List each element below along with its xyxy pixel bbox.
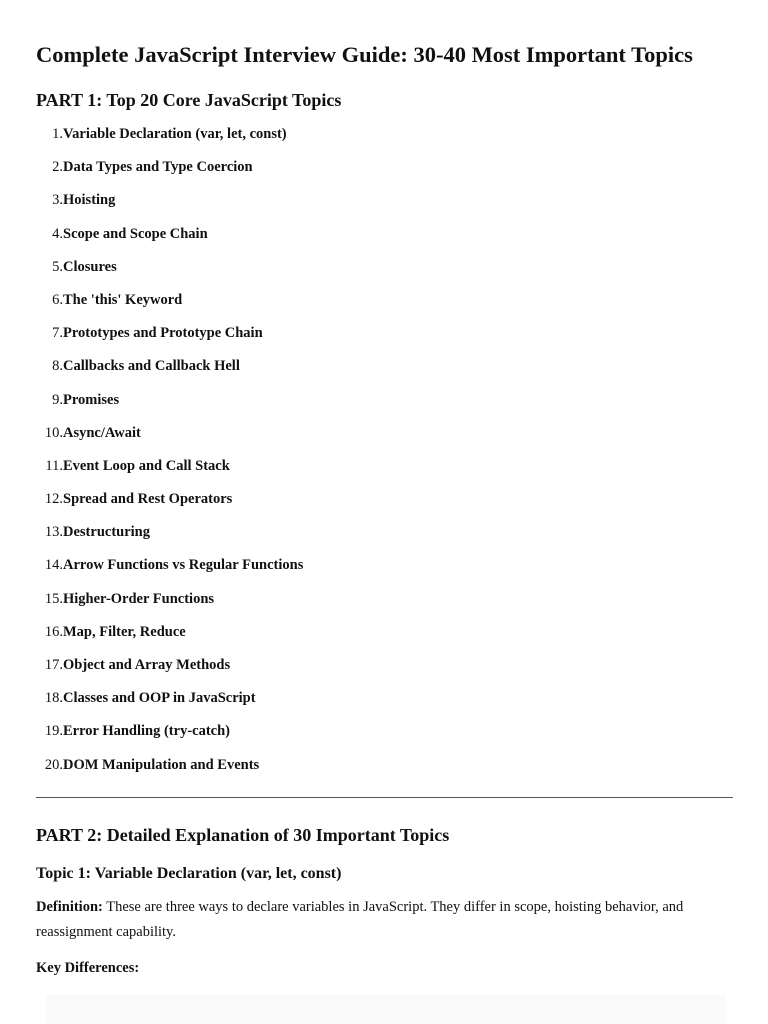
list-item-number: 2. [52, 159, 63, 176]
list-item-number: 1. [52, 126, 63, 142]
key-differences-label: Key Differences: [36, 960, 140, 976]
part2-heading: PART 2: Detailed Explanation of 30 Important Topics [36, 825, 450, 845]
list-item [36, 222, 733, 255]
list-item-label: Spread and Rest Operators [63, 491, 233, 508]
list-item-number: 3. [52, 192, 63, 209]
list-item [36, 553, 733, 586]
list-item [36, 388, 733, 421]
list-item [36, 321, 733, 354]
list-item-number: 13. [44, 524, 63, 541]
list-item-label: Hoisting [63, 192, 116, 209]
list-item-number: 9. [52, 391, 63, 408]
list-item [36, 288, 733, 321]
list-item [36, 520, 733, 553]
topic1-definition [36, 895, 733, 944]
topic1-heading: Topic 1: Variable Declaration (var, let, const) [36, 865, 342, 882]
list-item-number: 4. [52, 225, 63, 242]
list-item-number: 17. [44, 657, 63, 673]
list-item-label: Classes and OOP in JavaScript [63, 690, 256, 707]
list-item [36, 653, 733, 686]
part1-topic-list [36, 122, 733, 786]
document-title: Complete JavaScript Interview Guide: 30-40 Most Important Topics [36, 42, 693, 67]
list-item [36, 454, 733, 487]
list-item-number: 15. [44, 590, 63, 607]
list-item-number: 12. [44, 491, 63, 508]
list-item [36, 753, 733, 786]
part1-heading: PART 1: Top 20 Core JavaScript Topics [36, 90, 342, 110]
list-item [36, 255, 733, 288]
definition-label: Definition: [36, 899, 103, 915]
list-item-number: 20. [44, 756, 63, 773]
list-item [36, 719, 733, 752]
list-item-label: Data Types and Type Coercion [63, 159, 253, 176]
list-item [36, 122, 733, 155]
list-item-label: Destructuring [63, 524, 150, 541]
list-item-number: 14. [44, 557, 63, 574]
list-item-label: Higher-Order Functions [63, 590, 215, 607]
list-item-label: Error Handling (try-catch) [63, 723, 230, 740]
list-item [36, 421, 733, 454]
list-item-label: Prototypes and Prototype Chain [63, 325, 263, 342]
list-item-label: Closures [63, 258, 117, 275]
list-item-number: 5. [52, 258, 63, 275]
section-divider [36, 797, 733, 798]
list-item [36, 620, 733, 653]
list-item-label: Variable Declaration (var, let, const) [63, 126, 287, 142]
list-item-label: Scope and Scope Chain [63, 225, 208, 242]
list-item-label: Event Loop and Call Stack [63, 457, 230, 474]
list-item-number: 7. [52, 325, 63, 342]
list-item [36, 487, 733, 520]
list-item-label: Arrow Functions vs Regular Functions [63, 557, 304, 574]
list-item [36, 354, 733, 387]
list-item-label: Callbacks and Callback Hell [63, 358, 240, 375]
list-item [36, 155, 733, 188]
list-item-label: Map, Filter, Reduce [63, 623, 186, 640]
list-item [36, 686, 733, 719]
list-item-number: 10. [44, 424, 63, 441]
list-item [36, 188, 733, 221]
list-item-number: 8. [52, 358, 63, 375]
list-item [36, 587, 733, 620]
list-item-number: 19. [44, 723, 63, 740]
list-item-number: 18. [44, 690, 63, 707]
list-item-label: DOM Manipulation and Events [63, 756, 260, 773]
definition-text: These are three ways to declare variables in JavaScript. They differ in scope, hoisting behavior, and reassignment capability. [36, 899, 684, 940]
list-item-label: Promises [63, 391, 120, 408]
table-top-edge [46, 995, 726, 1024]
list-item-number: 6. [52, 291, 63, 308]
list-item-number: 16. [44, 623, 63, 640]
list-item-label: The 'this' Keyword [63, 291, 183, 308]
list-item-label: Async/Await [63, 424, 141, 441]
list-item-label: Object and Array Methods [63, 657, 231, 673]
list-item-number: 11. [45, 457, 63, 474]
